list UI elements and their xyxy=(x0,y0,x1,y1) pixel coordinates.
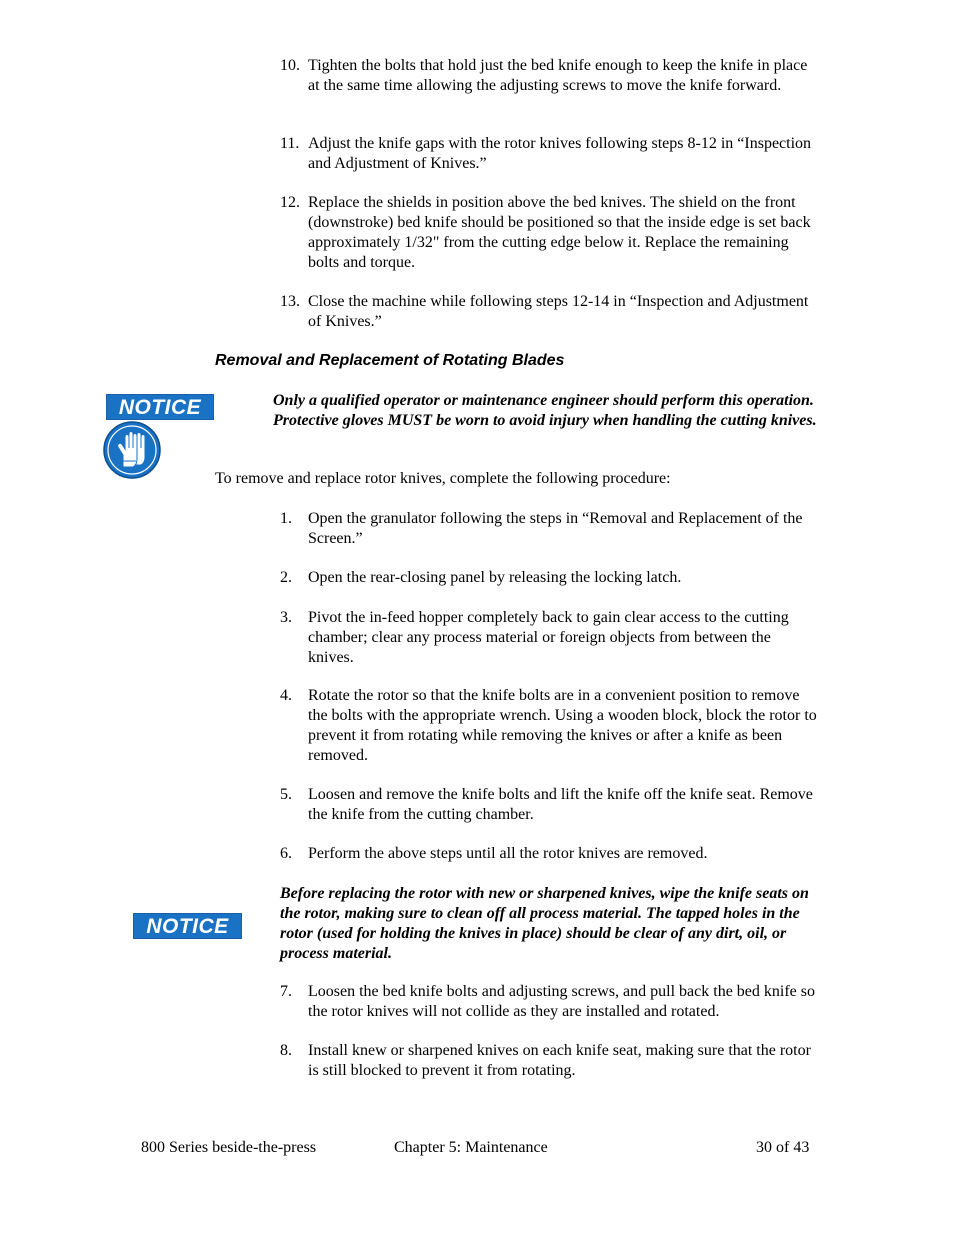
footer-chapter: Chapter 5: Maintenance xyxy=(394,1139,548,1156)
step-text: Loosen and remove the knife bolts and lift the knife off the knife seat. Remove the knife from the cutting chamber. xyxy=(308,786,813,823)
intro-paragraph: To remove and replace rotor knives, complete the following procedure: xyxy=(215,470,671,487)
step-text: Replace the shields in position above the bed knives. The shield on the front (downstroke) bed knife should be positioned so that the inside edge is set back approximately 1/32" from the cutting edge below it. Replace the remaining bolts and torque. xyxy=(308,194,811,271)
step-text: Rotate the rotor so that the knife bolts are in a convenient position to remove the bolts with the appropriate wrench. Using a wooden block, block the rotor to prevent it from rotating while removing the knives or after a knife as been removed. xyxy=(308,687,817,764)
step-number: 8. xyxy=(280,1042,292,1059)
step-number: 1. xyxy=(280,510,292,527)
step-text: Perform the above steps until all the rotor knives are removed. xyxy=(308,845,708,862)
step-text: Open the rear-closing panel by releasing the locking latch. xyxy=(308,569,682,586)
step-number: 13. xyxy=(280,293,300,310)
step-number: 3. xyxy=(280,609,292,626)
step-number: 11. xyxy=(280,135,300,152)
notice-badge: NOTICE xyxy=(133,913,242,939)
step-number: 5. xyxy=(280,786,292,803)
step-number: 10. xyxy=(280,57,300,74)
notice-text: Before replacing the rotor with new or sharpened knives, wipe the knife seats on the rotor, making sure to clean off all process material. The tapped holes in the rotor (used for holding the knives in place) should be clear of any dirt, oil, or process material. xyxy=(280,885,809,962)
step-text: Loosen the bed knife bolts and adjusting screws, and pull back the bed knife so the rotor knives will not collide as they are installed and rotated. xyxy=(308,983,815,1020)
step-text: Open the granulator following the steps in “Removal and Replacement of the Screen.” xyxy=(308,510,803,547)
step-number: 6. xyxy=(280,845,292,862)
step-number: 12. xyxy=(280,194,300,211)
step-number: 2. xyxy=(280,569,292,586)
step-text: Install knew or sharpened knives on each knife seat, making sure that the rotor is still blocked to prevent it from rotating. xyxy=(308,1042,811,1079)
footer-page-number: 30 of 43 xyxy=(756,1139,810,1156)
step-text: Close the machine while following steps 12-14 in “Inspection and Adjustment of Knives.” xyxy=(308,293,809,330)
step-number: 7. xyxy=(280,983,292,1000)
section-heading: Removal and Replacement of Rotating Blades xyxy=(215,352,565,369)
step-text: Tighten the bolts that hold just the bed knife enough to keep the knife in place at the same time allowing the adjusting screws to move the knife forward. xyxy=(308,57,808,94)
footer-document-title: 800 Series beside-the-press xyxy=(141,1139,317,1156)
notice-badge: NOTICE xyxy=(106,394,214,420)
step-number: 4. xyxy=(280,687,292,704)
protective-gloves-icon xyxy=(103,421,161,479)
step-text: Adjust the knife gaps with the rotor knives following steps 8-12 in “Inspection and Adjustment of Knives.” xyxy=(308,135,812,172)
notice-text: Only a qualified operator or maintenance engineer should perform this operation. Protective gloves MUST be worn to avoid injury when handling the cutting knives. xyxy=(273,392,817,429)
step-text: Pivot the in-feed hopper completely back to gain clear access to the cutting chamber; clear any process material or foreign objects from between the knives. xyxy=(308,609,789,666)
